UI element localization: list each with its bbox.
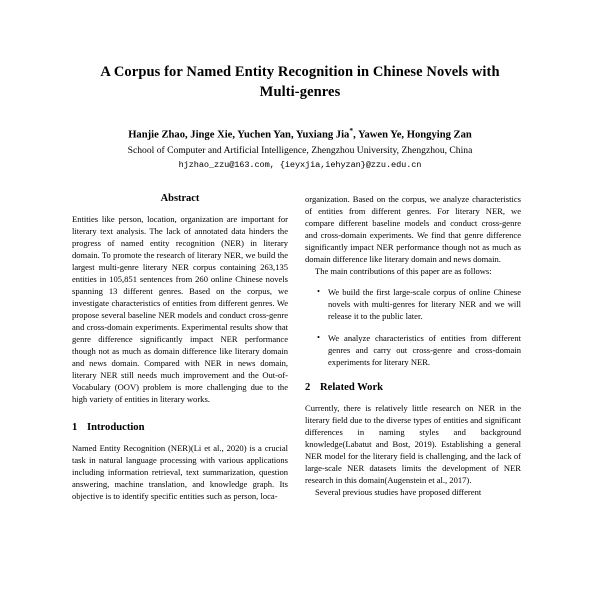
title-block [72,0,528,171]
abstract-continued-text: organization. Based on the corpus, we analyze characteristics of entities from different genres. For literary NER, we compare different baseline models and conduct cross-genre and cross-domain experiments. We find that genre difference significantly impact NER performance though not as much as domain difference like literary domain and news domain. [305,194,521,265]
section-title: Introduction [87,422,145,434]
list-item [317,332,521,368]
abstract-heading: Abstract [160,193,200,205]
related-work-paragraph-1: Currently, there is relatively little research on NER in the literary field due to the diverse types of entities and significant differences in naming styles and background knowledge(Labatut and Bost, 2019). Establishing a general NER model for the literary field is challenging, and the lack of large-scale NER datasets limits the development of NER research in this domain(Augenstein et al., 2017). [305,402,521,485]
list-item-text: We build the first large-scale corpus of online Chinese novels with multi-genres for literary NER and we will release it to the public later. [328,287,521,322]
corresponding-author-marker: * [349,126,354,135]
column-right [305,193,521,502]
author-names-secondary: , Yawen Ye, Hongying Zan [353,129,472,141]
section-heading-related-work [305,382,521,395]
contributions-list [305,286,521,368]
introduction-paragraph: Named Entity Recognition (NER)(Li et al., 2020) is a crucial task in natural language processing with various applications including information retrieval, text summarization, question answering, machine translation, and knowledge graph. Its objective is to identify specific entities such as person, loca- [72,442,288,501]
two-column-body [72,193,528,502]
affiliation: School of Computer and Artificial Intelligence, Zhengzhou University, Zhengzhou, China [127,144,473,156]
bullet-icon: • [317,285,320,296]
author-emails: hjzhao_zzu@163.com, {ieyxjia,iehyzan}@zzu.edu.cn [178,159,422,170]
column-left [72,193,288,502]
section-number: 2 [305,382,311,394]
list-item-text: We analyze characteristics of entities from different genres and carry out cross-genre and cross-domain experiments for literary NER. [328,333,521,368]
author-list [72,126,528,142]
abstract-text: Entities like person, location, organization are important for literary text analysis. The lack of annotated data hinders the progress of named entity recognition (NER) in literary domain. To promote the research of literary NER, we build the largest multi-genre literary NER corpus containing 263,135 entities in 105,851 sentences from 260 online Chinese novels spanning 13 different genres. Based on the corpus, we investigate characteristics of entities from different genres. We propose several baseline NER models and conduct cross-genre and cross-domain experiments. Experimental results show that genre difference significantly impact NER performance though not as much as domain difference like literary domain and news domain. Compared with NER in news domain, literary NER still needs much improvement and the Out-of-Vocabulary (OOV) problem is more challenging due to the high variety of entities in literary works. [72,214,288,405]
bullet-icon: • [317,331,320,342]
contributions-lead-in: The main contributions of this paper are as follows: [315,266,492,277]
author-names-primary: Hanjie Zhao, Jinge Xie, Yuchen Yan, Yuxiang Jia [128,129,350,141]
section-heading-introduction [72,422,288,435]
related-work-paragraph-2: Several previous studies have proposed different [315,486,482,497]
section-title: Related Work [320,382,384,394]
list-item [317,286,521,322]
page-title: A Corpus for Named Entity Recognition in Chinese Novels with Multi-genres [100,64,500,100]
section-number: 1 [72,422,78,434]
